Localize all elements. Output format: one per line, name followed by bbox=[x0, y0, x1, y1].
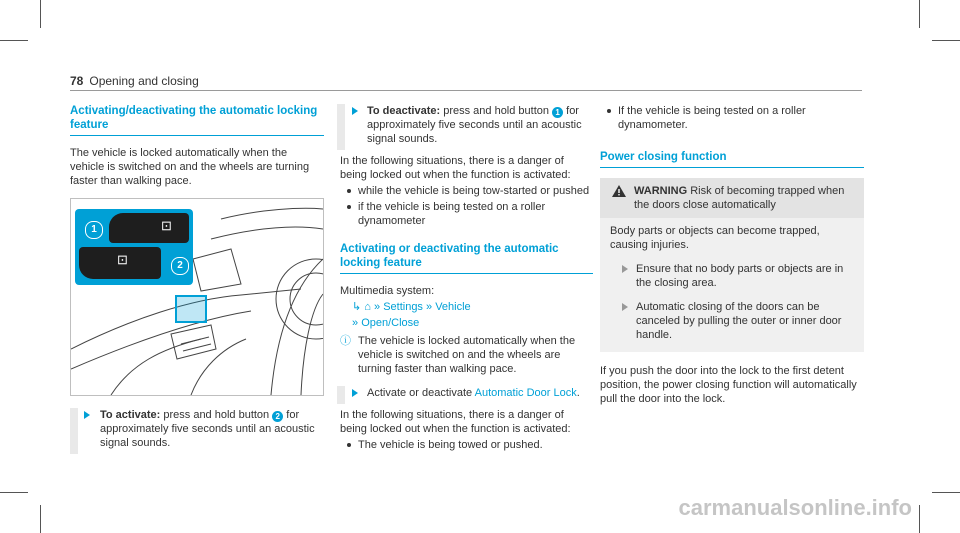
return-arrow-icon: ↳ bbox=[352, 301, 362, 313]
list-item: If the vehicle is being tested on a roller dynamometer. bbox=[600, 104, 864, 132]
door-panel-illustration bbox=[70, 198, 324, 396]
path-open-close: Open/Close bbox=[361, 317, 420, 329]
warning-step bbox=[610, 262, 856, 290]
section-title: Opening and closing bbox=[89, 74, 199, 88]
chevron-icon: » bbox=[374, 301, 381, 313]
step-arrow-icon bbox=[352, 389, 358, 397]
crop-mark bbox=[0, 40, 28, 41]
list-item: if the vehicle is being tested on a roller dynamometer bbox=[340, 200, 593, 228]
crop-mark bbox=[919, 505, 920, 533]
heading-rule bbox=[600, 167, 864, 168]
heading-rule bbox=[70, 135, 324, 136]
warning-label: WARNING bbox=[634, 185, 688, 197]
path-settings: Settings bbox=[383, 301, 423, 313]
step-text: Automatic closing of the doors can be canceled by pulling the outer or inner door handle. bbox=[636, 301, 842, 341]
section-heading: Power closing function bbox=[600, 151, 727, 163]
warning-title: Risk of becoming trapped when the doors close automatically bbox=[634, 185, 845, 211]
crop-mark bbox=[932, 40, 960, 41]
header-rule bbox=[70, 90, 862, 91]
warning-body bbox=[600, 218, 864, 352]
situations-intro: In the following situations, there is a danger of being locked out when the function is activated: bbox=[340, 155, 571, 181]
section-heading: Activating or deactivating the automatic locking feature bbox=[340, 243, 559, 269]
info-text: The vehicle is locked automatically when the vehicle is switched on and the wheels are turning faster than walking pace. bbox=[358, 335, 576, 375]
list-item: while the vehicle is being tow-started or pushed bbox=[340, 184, 593, 198]
step-text: for approximately five seconds until an acoustic signal sounds. bbox=[100, 409, 315, 449]
step-arrow-icon bbox=[622, 265, 628, 273]
crop-mark bbox=[919, 0, 920, 28]
lock-icon: ⊡ bbox=[161, 218, 172, 233]
unlock-icon: ⊡ bbox=[117, 252, 128, 267]
path-vehicle: Vehicle bbox=[435, 301, 471, 313]
chevron-icon: » bbox=[426, 301, 433, 313]
warning-box bbox=[600, 178, 864, 352]
step-bar bbox=[337, 104, 345, 150]
section-heading: Activating/deactivating the automatic locking feature bbox=[70, 105, 318, 131]
lock-button-zoom-panel bbox=[75, 209, 193, 285]
crop-mark bbox=[40, 505, 41, 533]
step-arrow-icon bbox=[352, 107, 358, 115]
outro-paragraph: If you push the door into the lock to the first detent position, the power closing function will automatically pull the door into the lock. bbox=[600, 365, 857, 405]
multimedia-label: Multimedia system: bbox=[340, 285, 435, 297]
warning-text: Body parts or objects can become trapped, causing injuries. bbox=[610, 225, 820, 251]
step-text: . bbox=[576, 387, 580, 399]
info-note bbox=[340, 334, 593, 376]
activate-step bbox=[70, 408, 324, 450]
step-text: press and hold button bbox=[440, 105, 553, 117]
crop-mark bbox=[40, 0, 41, 28]
crop-mark bbox=[0, 492, 28, 493]
callout-2: 2 bbox=[171, 257, 189, 275]
step-arrow-icon bbox=[84, 411, 90, 419]
chevron-icon: » bbox=[352, 317, 359, 329]
crop-mark bbox=[932, 492, 960, 493]
page-header bbox=[70, 74, 199, 88]
warning-header bbox=[600, 178, 864, 218]
step-text: press and hold button bbox=[160, 409, 273, 421]
button-ref: 2 bbox=[272, 411, 283, 422]
watermark: carmanualsonline.info bbox=[678, 495, 912, 520]
situations-intro-2: In the following situations, there is a danger of being locked out when the function is activated: bbox=[340, 409, 571, 435]
heading-rule bbox=[340, 273, 593, 274]
step-text: Activate or deactivate bbox=[367, 387, 475, 399]
step-label: To activate: bbox=[100, 409, 161, 421]
warning-triangle-icon bbox=[612, 185, 626, 197]
activate-deactivate-step bbox=[327, 386, 593, 400]
menu-path bbox=[340, 300, 593, 314]
lock-button-top bbox=[109, 213, 189, 243]
deactivate-step bbox=[327, 104, 593, 146]
left-column bbox=[70, 104, 324, 450]
intro-paragraph: The vehicle is locked automatically when the vehicle is switched on and the wheels are turning faster than walking pace. bbox=[70, 147, 310, 187]
menu-link: Automatic Door Lock bbox=[474, 387, 577, 399]
switch-highlight bbox=[175, 295, 207, 323]
info-icon: ⓘ bbox=[340, 335, 351, 347]
warning-step bbox=[610, 300, 856, 342]
home-icon: ⌂ bbox=[364, 301, 371, 313]
button-ref: 1 bbox=[552, 107, 563, 118]
step-text: Ensure that no body parts or objects are in the closing area. bbox=[636, 263, 844, 289]
right-column bbox=[600, 104, 864, 406]
menu-path-2 bbox=[340, 316, 593, 330]
step-bar bbox=[70, 408, 78, 454]
page-number: 78 bbox=[70, 74, 84, 88]
middle-column bbox=[327, 104, 593, 452]
step-label: To deactivate: bbox=[367, 105, 441, 117]
step-bar bbox=[337, 386, 345, 404]
step-text: for approximately five seconds until an acoustic signal sounds. bbox=[367, 105, 582, 145]
callout-1: 1 bbox=[85, 221, 103, 239]
step-arrow-icon bbox=[622, 303, 628, 311]
list-item: The vehicle is being towed or pushed. bbox=[340, 438, 593, 452]
